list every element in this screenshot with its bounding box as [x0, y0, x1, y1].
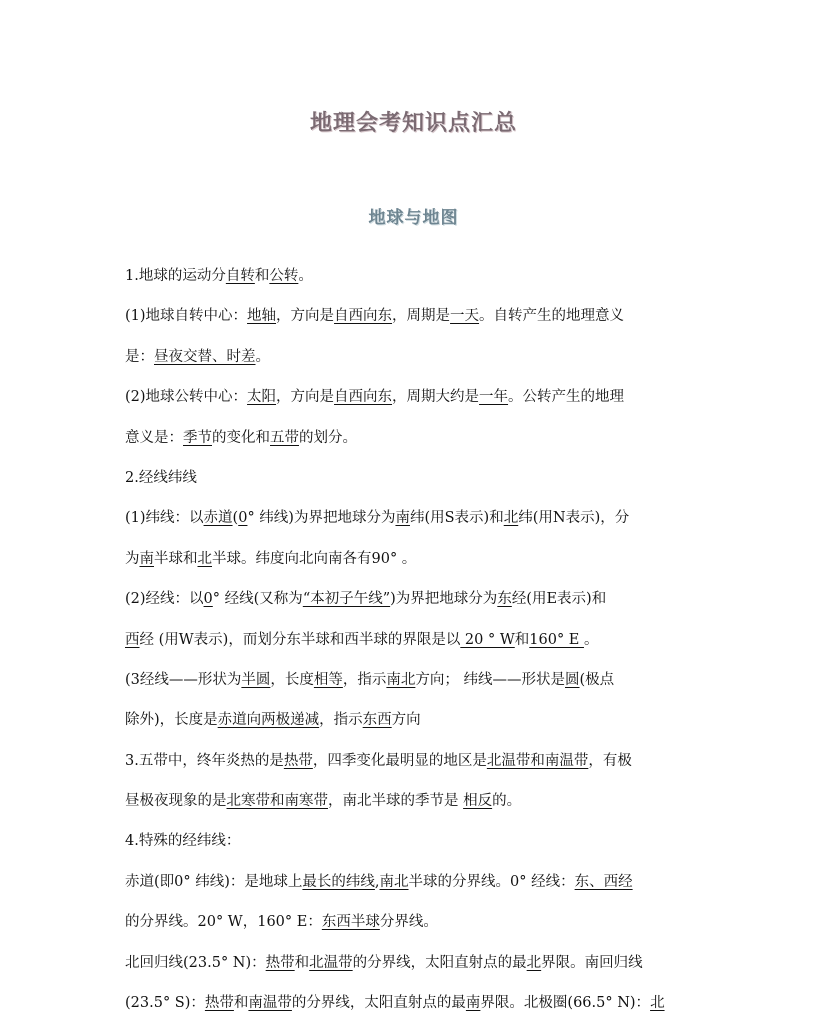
text-segment: ，长度 — [270, 671, 314, 688]
text-segment: 和 — [254, 268, 270, 284]
text-segment: 的分界线，太阳直射点的最 — [291, 995, 466, 1012]
text-segment: 经(用E表示)和 — [511, 591, 607, 608]
text-line — [125, 827, 725, 867]
text-segment: (3经线——形状为 — [125, 671, 242, 688]
underlined-answer: 20 ° W — [460, 631, 515, 648]
text-segment: ，指示 — [342, 671, 387, 688]
text-segment: 。自转产生的地理意义 — [479, 308, 625, 325]
text-segment: ° 纬线)为界把地球分为 — [247, 510, 396, 527]
text-segment: 和 — [233, 995, 249, 1012]
underlined-answer: 五带 — [270, 429, 299, 446]
underlined-answer: 东、西经 — [574, 873, 633, 890]
underlined-answer: 自西向东 — [334, 389, 393, 406]
text-line — [125, 626, 725, 666]
text-line — [125, 343, 725, 383]
text-segment: 。 — [255, 348, 270, 365]
underlined-answer: 东西 — [362, 712, 392, 729]
document-body — [125, 262, 725, 1029]
underlined-answer: 西 — [125, 631, 140, 648]
underlined-answer: 北 — [526, 954, 542, 971]
underlined-answer: 热带 — [283, 752, 313, 769]
text-segment: 方向； 纬线——形状是 — [415, 671, 565, 688]
text-segment: 方向 — [391, 712, 421, 729]
text-segment: (2)经线：以 — [125, 591, 204, 608]
underlined-answer: 东西半球 — [321, 914, 380, 931]
text-segment: ° 经线(又称为 — [212, 591, 303, 608]
text-segment: 的。 — [492, 793, 522, 810]
text-segment: ，南北半球的季节是 — [328, 793, 464, 810]
text-segment: ，方向是 — [276, 389, 335, 406]
text-line — [125, 949, 725, 989]
text-line — [125, 747, 725, 787]
text-line — [125, 666, 725, 706]
underlined-answer: 160° E — [529, 631, 584, 648]
underlined-answer: 半圆 — [241, 671, 271, 688]
text-segment: (2)地球公转中心： — [125, 389, 248, 406]
text-line — [125, 868, 725, 908]
document-title: 地理会考知识点汇总 — [309, 110, 517, 136]
text-line — [125, 424, 725, 464]
underlined-answer: 南 — [395, 510, 410, 527]
underlined-answer: 南北 — [386, 671, 416, 688]
underlined-answer: 赤道向两极递减 — [217, 712, 320, 729]
text-line — [125, 989, 725, 1029]
text-segment: 。 — [298, 268, 313, 284]
text-segment: 意义是： — [125, 429, 183, 446]
text-segment: 和 — [294, 954, 310, 971]
underlined-answer: 相等 — [313, 671, 343, 688]
text-line — [125, 504, 725, 544]
underlined-answer: 公转 — [269, 268, 299, 284]
underlined-answer: 最长的纬线 — [302, 873, 375, 890]
underlined-answer: 北 — [503, 510, 519, 527]
text-segment: ，周期是 — [392, 308, 451, 325]
underlined-answer: “本初子午线” — [302, 591, 391, 608]
underlined-answer: 北寒带和南寒带 — [226, 793, 328, 810]
text-segment: 界限。北极圈(66.5° N)： — [480, 995, 651, 1012]
text-segment: 是： — [125, 348, 154, 365]
text-segment: ( — [232, 510, 239, 527]
text-segment: 4.特殊的经纬线： — [125, 833, 241, 850]
underlined-answer: 季节 — [183, 429, 212, 446]
text-segment: 分界线。 — [379, 914, 438, 931]
underlined-answer: 0 — [238, 510, 248, 527]
text-line — [125, 585, 725, 625]
text-segment: ，四季变化最明显的地区是 — [312, 752, 487, 769]
text-segment: 。 — [584, 631, 599, 648]
underlined-answer: 北 — [650, 995, 665, 1012]
text-segment: 2.经线纬线 — [125, 469, 197, 486]
text-line — [125, 545, 725, 585]
text-segment: 纬(用S表示)和 — [409, 510, 504, 527]
section-title: 地球与地图 — [368, 208, 459, 228]
underlined-answer: 热带 — [204, 995, 234, 1012]
underlined-answer: 相反 — [463, 793, 493, 810]
text-segment: (极点 — [579, 671, 615, 688]
text-segment: 的分界线，太阳直射点的最 — [352, 954, 527, 971]
underlined-answer: 昼夜交替、时差 — [154, 348, 256, 365]
text-segment: 1.地球的运动分 — [125, 268, 226, 284]
underlined-answer: 南 — [465, 995, 481, 1012]
text-segment: 为 — [125, 550, 140, 567]
text-line — [125, 302, 725, 342]
underlined-answer: 北温带 — [309, 954, 353, 971]
text-line — [125, 787, 725, 827]
text-segment: 和 — [514, 631, 530, 648]
text-segment: 界限。南回归线 — [541, 954, 643, 971]
text-segment: 的变化和 — [212, 429, 270, 446]
underlined-answer: 赤道 — [203, 510, 233, 527]
underlined-answer: 圆 — [565, 671, 580, 688]
text-segment: (1)纬线：以 — [125, 510, 204, 527]
underlined-answer: 东 — [497, 591, 512, 608]
text-segment: 半球和 — [154, 550, 198, 567]
underlined-answer: 南 — [139, 550, 154, 567]
underlined-answer: 热带 — [265, 954, 295, 971]
text-segment: ，指示 — [319, 712, 363, 729]
text-segment: )为界把地球分为 — [390, 591, 498, 608]
text-segment: , — [374, 873, 380, 890]
text-line — [125, 262, 725, 302]
text-segment: ，周期大约是 — [392, 389, 480, 406]
text-line — [125, 908, 725, 948]
text-segment: 的划分。 — [299, 429, 357, 446]
text-segment: 北回归线(23.5° N)： — [125, 954, 266, 971]
underlined-answer: 0 — [203, 591, 213, 608]
text-segment: (1)地球自转中心： — [125, 308, 248, 325]
text-segment: 纬(用N表示)，分 — [518, 510, 630, 527]
text-segment: 的分界线。20° W，160° E： — [125, 914, 322, 931]
text-segment: 经 (用W表示)，而划分东半球和西半球的界限是以 — [139, 631, 461, 648]
text-segment: 赤道(即0° 纬线)：是地球上 — [125, 873, 303, 890]
text-segment: 昼极夜现象的是 — [125, 793, 227, 810]
underlined-answer: 北温带和南温带 — [486, 752, 589, 769]
underlined-answer: 南北 — [379, 873, 409, 890]
text-segment: 除外)，长度是 — [125, 712, 218, 729]
text-line — [125, 706, 725, 746]
underlined-answer: 自西向东 — [334, 308, 393, 325]
underlined-answer: 北 — [197, 550, 212, 567]
text-segment: 半球的分界线。0° 经线： — [408, 873, 575, 890]
text-segment: 。公转产生的地理 — [508, 389, 625, 406]
text-segment: ，有极 — [588, 752, 632, 769]
text-line — [125, 383, 725, 423]
underlined-answer: 一年 — [479, 389, 509, 406]
text-line — [125, 464, 725, 504]
text-segment: 3.五带中，终年炎热的是 — [125, 752, 284, 769]
underlined-answer: 一天 — [450, 308, 480, 325]
underlined-answer: 太阳 — [247, 389, 277, 406]
underlined-answer: 地轴 — [247, 308, 277, 325]
text-segment: ，方向是 — [276, 308, 335, 325]
text-segment: (23.5° S)： — [125, 995, 205, 1012]
underlined-answer: 自转 — [225, 268, 255, 284]
text-segment: 半球。纬度向北向南各有90° 。 — [212, 550, 417, 567]
underlined-answer: 南温带 — [248, 995, 292, 1012]
